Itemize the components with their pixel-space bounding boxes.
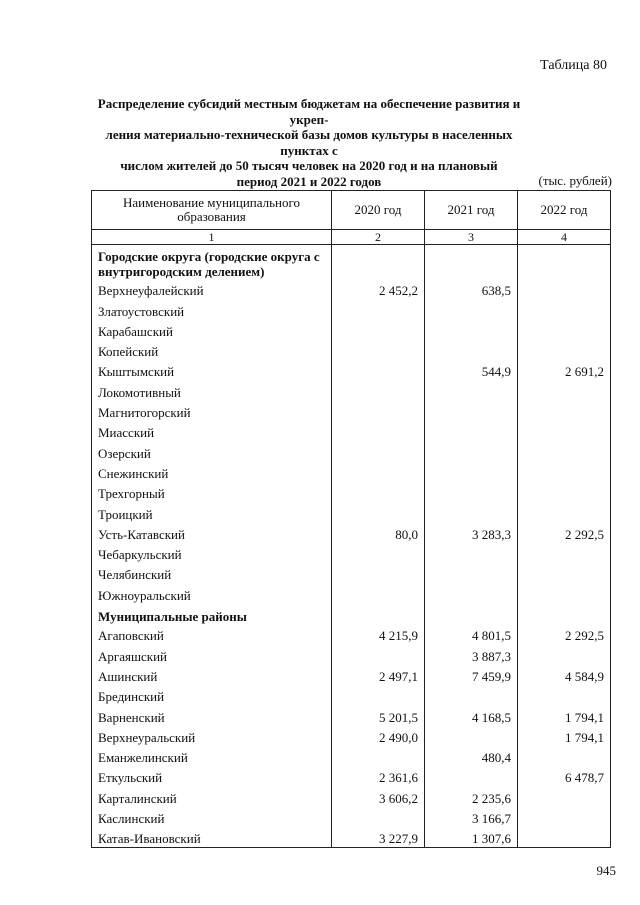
value-2022 [518,462,611,482]
row-name: Челябинский [92,563,332,583]
value-2022: 2 292,5 [518,523,611,543]
column-number: 1 [92,230,332,245]
value-2021 [425,320,518,340]
value-2022 [518,827,611,848]
row-name: Кыштымский [92,360,332,380]
value-2021: 3 887,3 [425,644,518,664]
row-name: Брединский [92,685,332,705]
value-2022 [518,746,611,766]
row-name: Агаповский [92,624,332,644]
value-2020: 2 497,1 [332,665,425,685]
row-name: Карабашский [92,320,332,340]
table-row [92,279,611,299]
units-label: (тыс. рублей) [538,173,612,188]
value-2021 [425,726,518,746]
value-2022: 4 584,9 [518,665,611,685]
value-2020 [332,502,425,522]
table-row [92,320,611,340]
table-row [92,502,611,522]
title-line: числом жителей до 50 тысяч человек на 2020 год и на плановый [120,158,498,173]
row-name: Ашинский [92,665,332,685]
row-name: Еманжелинский [92,746,332,766]
header-2022: 2022 год [518,191,611,230]
value-2020 [332,604,425,624]
document-title [88,96,530,189]
value-2020 [332,685,425,705]
value-2021 [425,604,518,624]
value-2020 [332,441,425,461]
table-row [92,340,611,360]
table-row [92,421,611,441]
value-2020 [332,644,425,664]
column-number: 4 [518,230,611,245]
value-2021: 3 283,3 [425,523,518,543]
value-2021 [425,441,518,461]
value-2020 [332,807,425,827]
value-2021 [425,421,518,441]
value-2022 [518,299,611,319]
title-line: период 2021 и 2022 годов [236,173,382,189]
value-2021: 7 459,9 [425,665,518,685]
row-name: Озерский [92,441,332,461]
table-label: Таблица 80 [540,58,607,73]
table-body [92,245,611,848]
value-2022 [518,441,611,461]
value-2022: 2 292,5 [518,624,611,644]
value-2022 [518,340,611,360]
header-2020: 2020 год [332,191,425,230]
header-row [92,191,611,230]
value-2020 [332,421,425,441]
column-number: 3 [425,230,518,245]
value-2020 [332,401,425,421]
section-row [92,604,611,624]
row-name: Трехгорный [92,482,332,502]
value-2022 [518,502,611,522]
value-2021: 638,5 [425,279,518,299]
value-2022 [518,380,611,400]
row-name: Каслинский [92,807,332,827]
table-row [92,807,611,827]
value-2020: 3 227,9 [332,827,425,848]
table-row [92,726,611,746]
column-number-row [92,230,611,245]
value-2022: 1 794,1 [518,705,611,725]
row-name: Чебаркульский [92,543,332,563]
value-2022 [518,401,611,421]
table-row [92,563,611,583]
value-2022: 6 478,7 [518,766,611,786]
value-2021 [425,502,518,522]
row-name: Аргаяшский [92,644,332,664]
value-2020 [332,360,425,380]
value-2020 [332,340,425,360]
value-2021 [425,462,518,482]
table-row [92,482,611,502]
table-row [92,401,611,421]
value-2021: 4 168,5 [425,705,518,725]
table-row [92,523,611,543]
value-2020 [332,482,425,502]
row-name: Снежинский [92,462,332,482]
page-number: 945 [596,863,616,878]
row-name: Верхнеуральский [92,726,332,746]
value-2021 [425,401,518,421]
value-2022 [518,245,611,280]
value-2020 [332,543,425,563]
value-2022 [518,604,611,624]
row-name: Южноуральский [92,583,332,603]
value-2020: 80,0 [332,523,425,543]
value-2022 [518,279,611,299]
row-name: Варненский [92,705,332,725]
table-row [92,441,611,461]
value-2020 [332,320,425,340]
row-name: Златоустовский [92,299,332,319]
value-2021 [425,380,518,400]
row-name: Верхнеуфалейский [92,279,332,299]
table-row [92,624,611,644]
value-2022 [518,583,611,603]
row-name: Муниципальные районы [92,604,332,624]
value-2020: 4 215,9 [332,624,425,644]
value-2021: 4 801,5 [425,624,518,644]
value-2020: 5 201,5 [332,705,425,725]
table-row [92,786,611,806]
value-2022 [518,644,611,664]
table-row [92,543,611,563]
value-2021 [425,340,518,360]
value-2022: 2 691,2 [518,360,611,380]
value-2021 [425,482,518,502]
header-2021: 2021 год [425,191,518,230]
value-2021: 544,9 [425,360,518,380]
title-line: ления материально-технической базы домов культуры в населенных пунктах с [105,127,513,158]
value-2022 [518,543,611,563]
value-2021 [425,299,518,319]
value-2020 [332,299,425,319]
value-2021 [425,685,518,705]
value-2022 [518,421,611,441]
table-row [92,360,611,380]
row-name: Троицкий [92,502,332,522]
table-row [92,462,611,482]
value-2022 [518,320,611,340]
value-2022 [518,786,611,806]
column-number: 2 [332,230,425,245]
row-name: Катав-Ивановский [92,827,332,848]
value-2022 [518,482,611,502]
value-2022 [518,685,611,705]
value-2021 [425,245,518,280]
table-row [92,705,611,725]
table-row [92,380,611,400]
value-2020 [332,746,425,766]
table-row [92,665,611,685]
table-row [92,827,611,848]
value-2020 [332,583,425,603]
row-name: Усть-Катавский [92,523,332,543]
value-2022 [518,563,611,583]
value-2021 [425,543,518,563]
value-2020: 2 490,0 [332,726,425,746]
table-row [92,766,611,786]
row-name: Магнитогорский [92,401,332,421]
value-2020: 2 361,6 [332,766,425,786]
header-name: Наименование муниципального образования [92,191,332,230]
value-2021: 1 307,6 [425,827,518,848]
table-row [92,746,611,766]
value-2020: 2 452,2 [332,279,425,299]
value-2021: 2 235,6 [425,786,518,806]
value-2022 [518,807,611,827]
value-2020 [332,563,425,583]
row-name: Еткульский [92,766,332,786]
value-2022: 1 794,1 [518,726,611,746]
value-2021: 3 166,7 [425,807,518,827]
value-2020: 3 606,2 [332,786,425,806]
title-line: Распределение субсидий местным бюджетам на обеспечение развития и укреп- [97,96,521,127]
subsidy-table [91,190,611,848]
section-row [92,245,611,280]
value-2021 [425,766,518,786]
row-name: Карталинский [92,786,332,806]
row-name: Локомотивный [92,380,332,400]
table-row [92,685,611,705]
value-2020 [332,245,425,280]
row-name: Городские округа (городские округа с внутригородским делением) [92,245,332,280]
value-2021 [425,583,518,603]
row-name: Копейский [92,340,332,360]
table-row [92,644,611,664]
table-row [92,583,611,603]
value-2021 [425,563,518,583]
row-name: Миасский [92,421,332,441]
value-2020 [332,462,425,482]
value-2021: 480,4 [425,746,518,766]
value-2020 [332,380,425,400]
table-row [92,299,611,319]
